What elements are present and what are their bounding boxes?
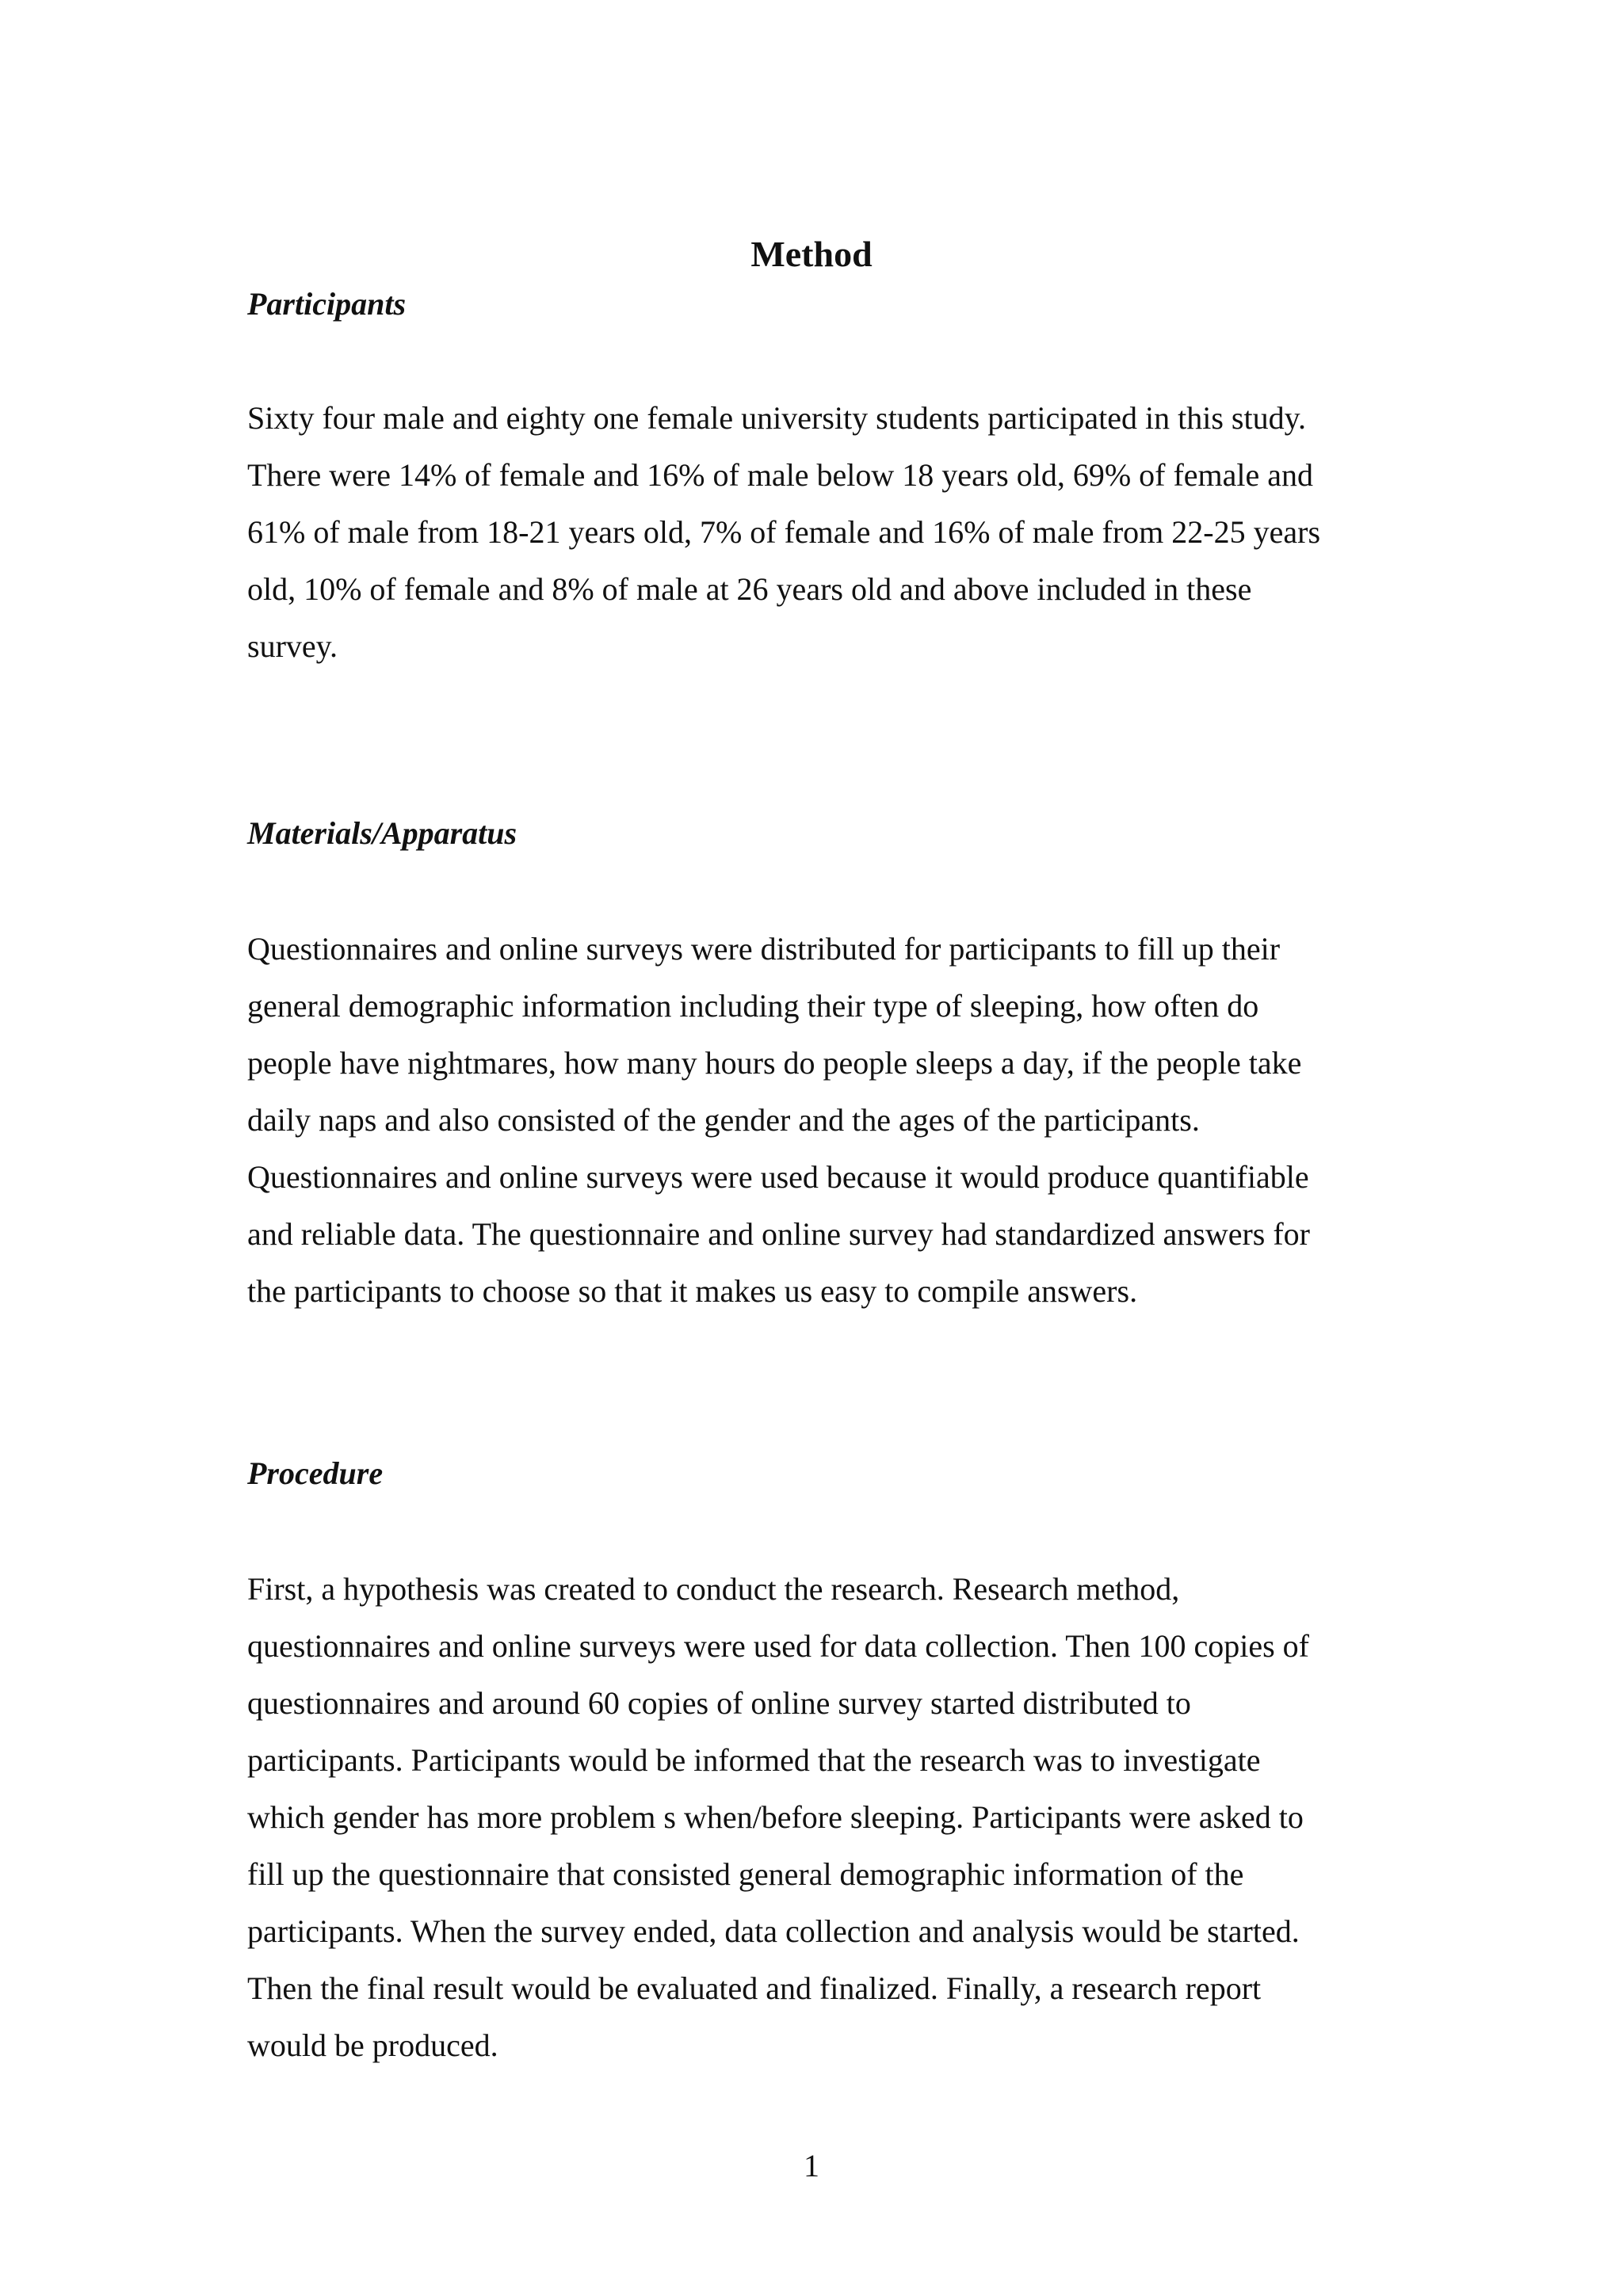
paragraph-line: general demographic information including their type of sleeping, how often do	[247, 988, 1259, 1024]
paragraph-line: Sixty four male and eighty one female university students participated in this study.	[247, 400, 1307, 436]
paragraph-procedure	[247, 1561, 1381, 2074]
paragraph-line: questionnaires and online surveys were used for data collection. Then 100 copies of	[247, 1628, 1309, 1664]
paragraph-line: people have nightmares, how many hours do people sleeps a day, if the people take	[247, 1045, 1302, 1081]
page-title: Method	[750, 234, 873, 274]
paragraph-participants	[247, 390, 1381, 675]
paragraph-line: the participants to choose so that it makes us easy to compile answers.	[247, 1273, 1138, 1309]
paragraph-line: Questionnaires and online surveys were distributed for participants to fill up their	[247, 931, 1281, 967]
paragraph-line: which gender has more problem s when/before sleeping. Participants were asked to	[247, 1799, 1304, 1835]
paragraph-line: 61% of male from 18-21 years old, 7% of female and 16% of male from 22-25 years	[247, 514, 1321, 550]
paragraph-line: daily naps and also consisted of the gender and the ages of the participants.	[247, 1102, 1200, 1138]
paragraph-line: participants. When the survey ended, data collection and analysis would be started.	[247, 1913, 1300, 1949]
paragraph-line: There were 14% of female and 16% of male below 18 years old, 69% of female and	[247, 457, 1314, 493]
paragraph-line: Then the final result would be evaluated and finalized. Finally, a research report	[247, 1970, 1262, 2006]
paragraph-line: Questionnaires and online surveys were used because it would produce quantifiable	[247, 1159, 1309, 1195]
page-number: 1	[804, 2148, 819, 2183]
paragraph-line: participants. Participants would be informed that the research was to investigate	[247, 1742, 1261, 1778]
section-heading-participants: Participants	[247, 286, 407, 322]
paragraph-line: would be produced.	[247, 2027, 498, 2063]
section-heading-materials: Materials/Apparatus	[247, 815, 517, 851]
paragraph-line: questionnaires and around 60 copies of online survey started distributed to	[247, 1685, 1191, 1721]
paragraph-line: old, 10% of female and 8% of male at 26 years old and above included in these	[247, 571, 1252, 607]
paragraph-line: and reliable data. The questionnaire and online survey had standardized answers for	[247, 1216, 1310, 1252]
paragraph-line: First, a hypothesis was created to conduct the research. Research method,	[247, 1571, 1180, 1607]
paragraph-line: survey.	[247, 628, 338, 664]
paragraph-materials	[247, 921, 1381, 1320]
paragraph-line: fill up the questionnaire that consisted general demographic information of the	[247, 1856, 1244, 1892]
section-heading-procedure: Procedure	[247, 1455, 384, 1491]
